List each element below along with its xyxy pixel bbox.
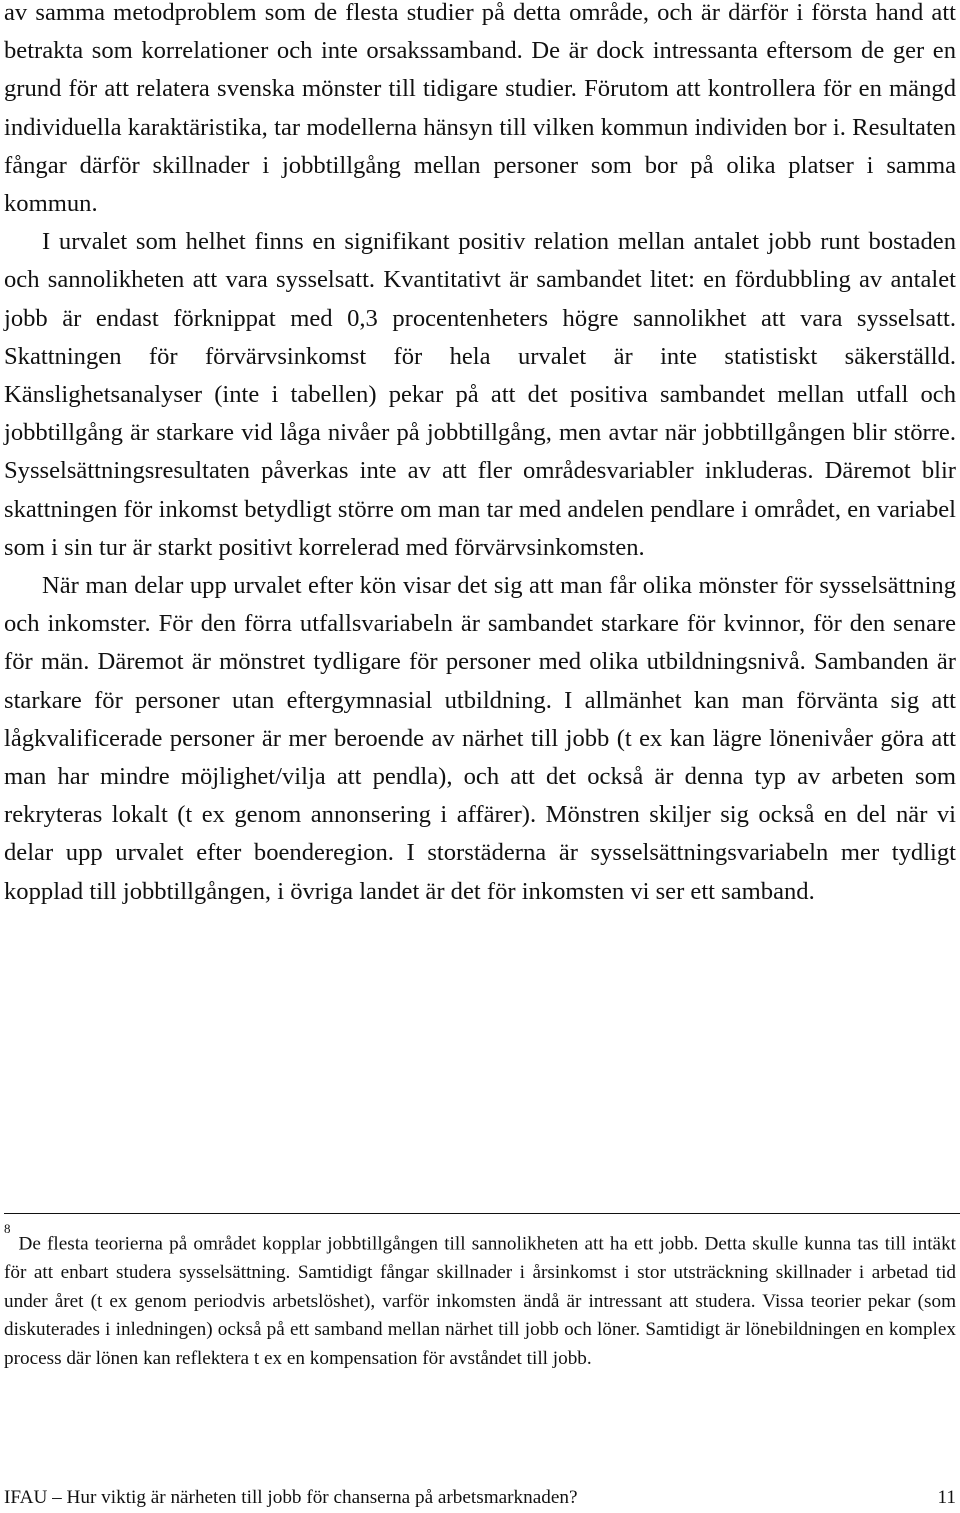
footnote-8 — [4, 1221, 956, 1373]
page-number: 11 — [937, 1487, 956, 1508]
paragraph-3: När man delar upp urvalet efter kön visar det sig att man får olika mönster för sysselsättning och inkomster. För den förra utfallsvariabeln är sambandet starkare för kvinnor, för den senare för män. Däremot är mönstret tydligare för personer med olika utbildningsnivå. Sambanden är starkare för personer utan eftergymnasial utbildning. I allmänhet kan man förvänta sig att lågkvalificerade personer är mer beroende av närhet till jobb (t ex kan lägre lönenivåer göra att man har mindre möjlighet/vilja att pendla), och att det också är denna typ av arbeten som rekryteras lokalt (t ex genom annonsering i affärer). Mönstren skiljer sig också en del när vi delar upp urvalet efter boenderegion. I storstäderna är sysselsättningsvariabeln mer tydligt kopplad till jobbtillgången, i övriga landet är det för inkomsten vi ser ett samband. — [4, 572, 956, 905]
document-page — [4, 0, 956, 1513]
page-footer — [4, 1486, 956, 1510]
footnote-separator — [4, 1213, 960, 1214]
footnote-number: 8 — [4, 1221, 11, 1236]
body-text — [4, 0, 956, 911]
running-title: IFAU – Hur viktig är närheten till jobb för chanserna på arbetsmarknaden? — [4, 1487, 578, 1508]
footnote-text: De flesta teorierna på området kopplar jobbtillgången till sannolikheten att ha ett jobb. Detta skulle kunna tas till intäkt för att enbart studera sysselsättning. Samtidigt fångar skillnader i årsinkomst i stor utsträckning skillnader i arbetad tid under året (t ex genom periodvis arbetslöshet), varför inkomsten ändå är intressant att studera. Vissa teorier pekar (som diskuterades i inledningen) också på ett samband mellan närhet till jobb och löner. Samtidigt är lönebildningen en komplex process där lönen kan reflektera t ex en kompensation för avståndet till jobb. — [4, 1233, 956, 1369]
paragraph-1: av samma metodproblem som de flesta studier på detta område, och är därför i första hand att betrakta som korrelationer och inte orsakssamband. De är dock intressanta eftersom de ger en grund för att relatera svenska mönster till tidigare studier. Förutom att kontrollera för en mängd individuella karaktäristika, tar modellerna hänsyn till vilken kommun individen bor i. Resultaten fångar därför skillnader i jobbtillgång mellan personer som bor på olika platser i samma kommun. — [4, 0, 956, 218]
footnote-section — [4, 1221, 956, 1373]
paragraph-2: I urvalet som helhet finns en signifikant positiv relation mellan antalet jobb runt bostaden och sannolikheten att vara sysselsatt. Kvantitativt är sambandet litet: en fördubbling av antalet jobb är endast förknippat med 0,3 procentenheters högre sannolikhet att vara sysselsatt. Skattningen för förvärvsinkomst för hela urvalet är inte statistiskt säkerställd. Känslighetsanalyser (inte i tabellen) pekar på att det positiva sambandet mellan utfall och jobbtillgång är starkare vid låga nivåer på jobbtillgång, men avtar när jobbtillgången blir större. Sysselsättningsresultaten påverkas inte av att fler områdesvariabler inkluderas. Däremot blir skattningen för inkomst betydligt större om man tar med andelen pendlare i området, en variabel som i sin tur är starkt positivt korrelerad med förvärvsinkomsten. — [4, 228, 956, 561]
